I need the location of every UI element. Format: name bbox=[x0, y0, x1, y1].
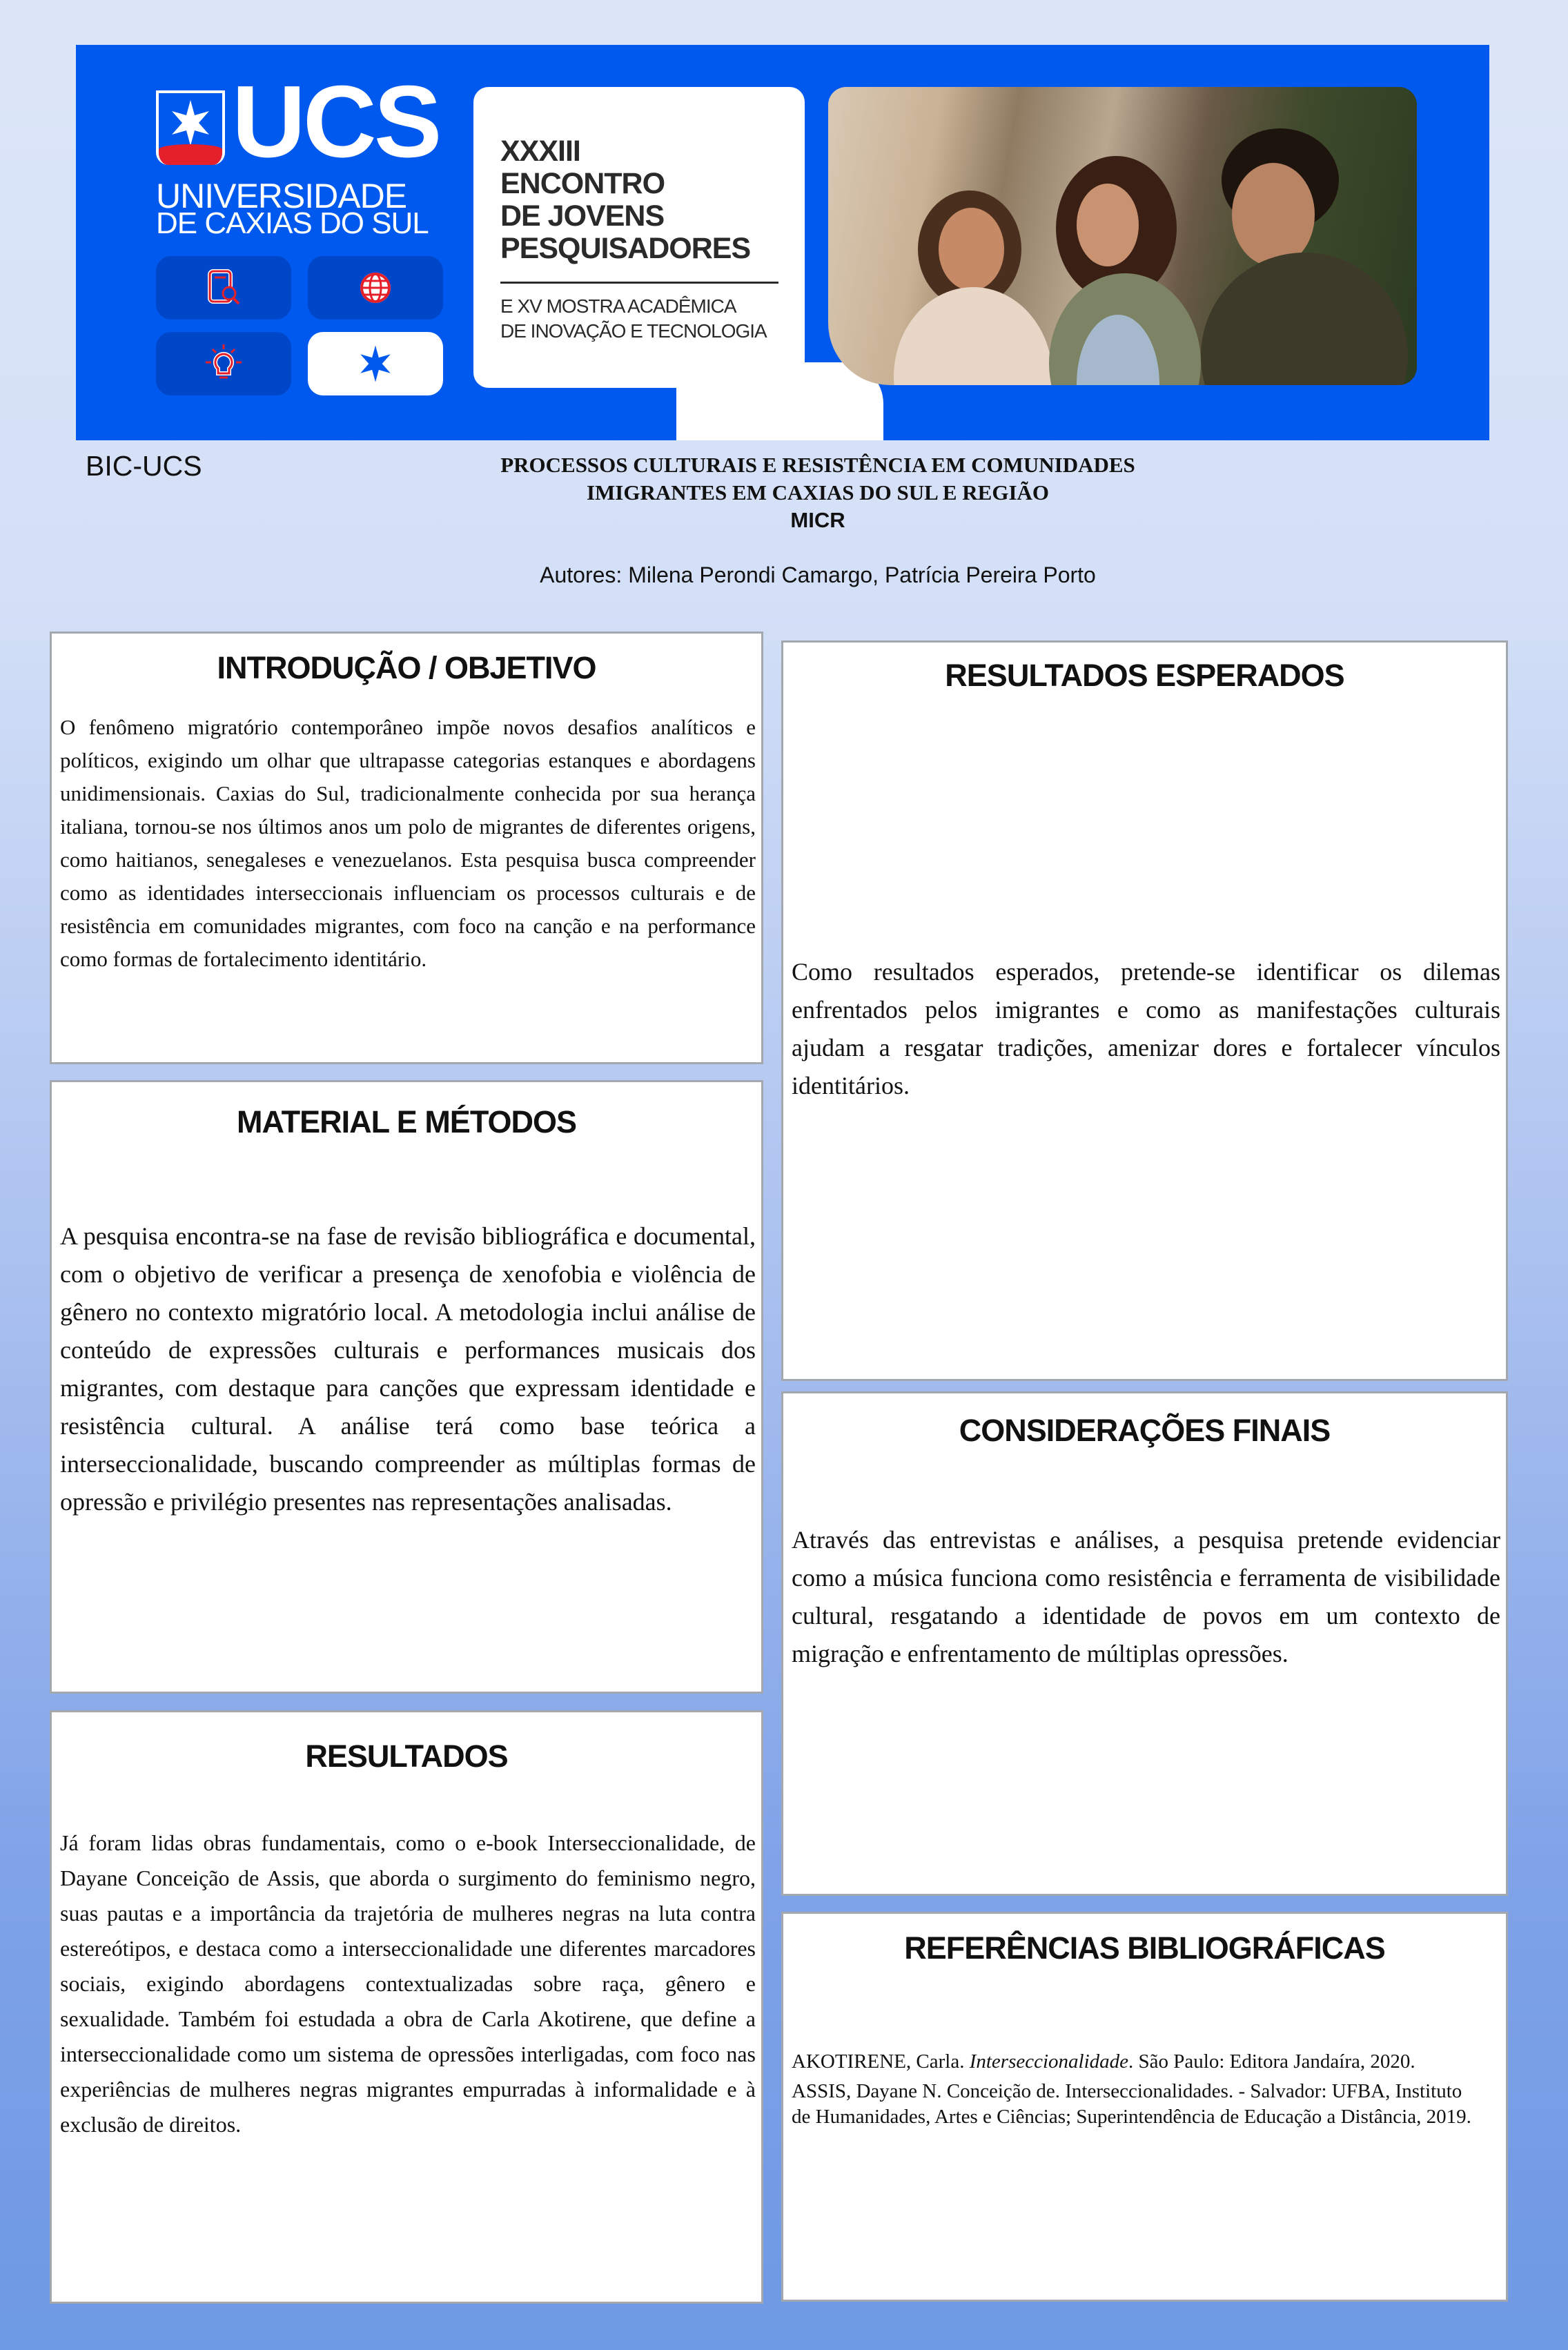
event-subtitle-line: E XV MOSTRA ACADÊMICA bbox=[500, 295, 736, 317]
event-photo bbox=[828, 87, 1417, 385]
poster-title-line2: IMIGRANTES EM CAXIAS DO SUL E REGIÃO bbox=[586, 480, 1050, 505]
reference-list bbox=[792, 2049, 1478, 2130]
section-body: A pesquisa encontra-se na fase de revisão bibliográfica e documental, com o objetivo de verificar a presença de xenofobia e violência de gênero no contexto migratório local. A metodologia inclui análise de conteúdo de expressões culturais e performances musicais dos migrantes, com destaque para canções que expressam identidade e resistência cultural. A análise terá como base teórica a interseccionalidade, buscando compreender as múltiplas formas de opressão e privilégio presentes nas representações analisadas. bbox=[60, 1222, 756, 1516]
section-resultados bbox=[50, 1710, 763, 2304]
poster-title-line1: PROCESSOS CULTURAIS E RESISTÊNCIA EM COMUNIDADES bbox=[500, 453, 1135, 477]
reference-text: . São Paulo: Editora Jandaíra, 2020. bbox=[1128, 2050, 1415, 2073]
section-heading: CONSIDERAÇÕES FINAIS bbox=[959, 1413, 1331, 1448]
section-consideracoes bbox=[781, 1391, 1508, 1896]
section-body: O fenômeno migratório contemporâneo impõe novos desafios analíticos e políticos, exigindo um olhar que ultrapasse categorias estanques e abordagens unidimensionais. Caxias do Sul, tradicionalmente conhecida por sua herança italiana, tornou-se nos últimos anos um polo de migrantes de diferentes origens, como haitianos, senegaleses e venezuelanos. Esta pesquisa busca compreender como as identidades interseccionais influenciam os processos culturais e de resistência em comunidades migrantes, com foco na canção e na performance como formas de fortalecimento identitário. bbox=[60, 715, 756, 971]
globe-icon bbox=[356, 268, 395, 307]
event-title bbox=[500, 135, 750, 265]
program-label: BIC-UCS bbox=[86, 450, 202, 482]
section-metodos bbox=[50, 1080, 763, 1694]
event-banner bbox=[76, 45, 1489, 440]
event-subtitle bbox=[500, 294, 767, 344]
section-body: Já foram lidas obras fundamentais, como o e-book Interseccionalidade, de Dayane Conceição de Assis, que aborda o surgimento do feminismo negro, suas pautas e a importância da trajetória de mulheres negras na luta contra estereótipos, e destaca como a interseccionalidade une diferentes marcadores sociais, exigindo abordagens contextualizadas sobre raça, gênero e sexualidade. Também foi estudada a obra de Carla Akotirene, que define a interseccionalidade como um sistema de opressões interligadas, com foco nas experiências de mulheres negras migrantes empurradas à informalidade e à exclusão de direitos. bbox=[60, 1830, 756, 2137]
research-group: MICR bbox=[790, 508, 845, 532]
tile-research bbox=[156, 256, 291, 320]
document-search-icon bbox=[204, 268, 243, 307]
tile-global bbox=[308, 256, 443, 320]
section-body: Como resultados esperados, pretende-se identificar os dilemas enfrentados pelos imigrantes e como as manifestações culturais ajudam a resgatar tradições, amenizar dores e fortalecer vínculos identitários. bbox=[792, 958, 1500, 1099]
reference-item bbox=[792, 2049, 1478, 2075]
star-icon bbox=[358, 345, 393, 382]
section-resultados-esperados bbox=[781, 640, 1508, 1381]
reference-text: ASSIS, Dayane N. Conceição de. Interseccionalidades. - Salvador: UFBA, Instituto de Humanidades, Artes e Ciências; Superintendência de Educação a Distância, 2019. bbox=[792, 2080, 1471, 2128]
event-divider bbox=[500, 282, 778, 284]
event-subtitle-line: DE INOVAÇÃO E TECNOLOGIA bbox=[500, 320, 767, 342]
reference-text: AKOTIRENE, Carla. bbox=[792, 2050, 970, 2073]
event-title-line: DE JOVENS bbox=[500, 199, 665, 233]
event-title-line: PESQUISADORES bbox=[500, 232, 751, 265]
event-title-line: XXXIII bbox=[500, 135, 580, 168]
tile-ucs-star bbox=[308, 332, 443, 395]
lightbulb-icon bbox=[203, 343, 244, 384]
tile-innovation bbox=[156, 332, 291, 395]
university-name-line1: UNIVERSIDADE bbox=[156, 177, 407, 215]
section-heading: RESULTADOS ESPERADOS bbox=[945, 658, 1344, 693]
section-referencias bbox=[781, 1912, 1508, 2302]
university-name-line2: DE CAXIAS DO SUL bbox=[156, 206, 429, 240]
ucs-shield-icon bbox=[156, 90, 225, 165]
event-title-line: ENCONTRO bbox=[500, 167, 665, 200]
section-body: Através das entrevistas e análises, a pesquisa pretende evidenciar como a música funciona como resistência e ferramenta de visibilidade cultural, resgatando a identidade de povos em um contexto de migração e enfrentamento de múltiplas opressões. bbox=[792, 1526, 1500, 1667]
section-introducao bbox=[50, 631, 763, 1064]
section-heading: INTRODUÇÃO / OBJETIVO bbox=[217, 650, 596, 685]
event-card bbox=[473, 87, 805, 388]
reference-title: Interseccionalidade bbox=[969, 2050, 1129, 2073]
reference-item bbox=[792, 2079, 1478, 2130]
authors: Autores: Milena Perondi Camargo, Patrícia Pereira Porto bbox=[540, 562, 1096, 587]
section-heading: MATERIAL E MÉTODOS bbox=[236, 1104, 577, 1139]
section-heading: RESULTADOS bbox=[305, 1739, 508, 1774]
ucs-wordmark: UCS bbox=[232, 65, 440, 179]
section-heading: REFERÊNCIAS BIBLIOGRÁFICAS bbox=[904, 1930, 1385, 1966]
